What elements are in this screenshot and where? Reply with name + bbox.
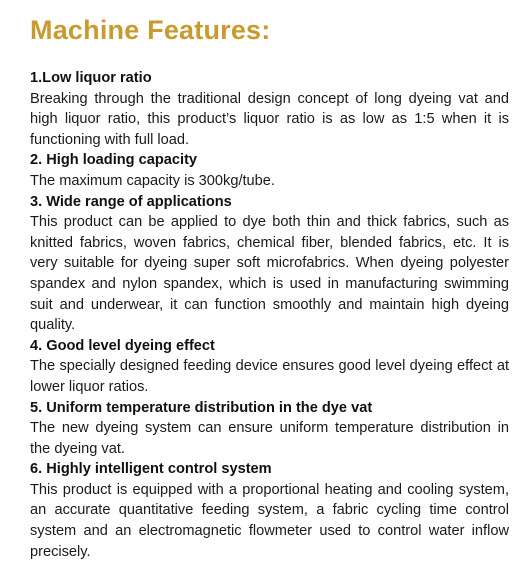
feature-high-loading-capacity <box>30 150 509 191</box>
feature-low-liquor-ratio <box>30 68 509 150</box>
feature-heading: 6. Highly intelligent control system <box>30 461 272 478</box>
feature-heading: 5. Uniform temperature distribution in the dye vat <box>30 399 373 416</box>
feature-heading: 3. Wide range of applications <box>30 193 232 210</box>
feature-heading: 2. High loading capacity <box>30 152 198 169</box>
feature-body: Breaking through the traditional design concept of long dyeing vat and high liquor ratio, this product’s liquor ratio is as low as 1:5 when it is functioning with full load. <box>30 90 509 148</box>
feature-heading: 1.Low liquor ratio <box>30 70 152 86</box>
page-title: Machine Features: <box>30 15 271 45</box>
feature-uniform-temperature <box>30 398 509 460</box>
document-page <box>30 14 509 562</box>
feature-body: This product can be applied to dye both thin and thick fabrics, such as knitted fabrics, woven fabrics, chemical fiber, blended fabrics, etc. It is very suitable for dyeing super soft microfabrics. When dyeing polyester spandex and nylon spandex, which is used in manufacturing swimming suit and underwear, it can function smoothly and maintain high dyeing quality. <box>30 214 509 334</box>
feature-wide-range-applications <box>30 192 509 336</box>
feature-body: The specially designed feeding device ensures good level dyeing effect at lower liquor ratios. <box>30 358 509 395</box>
feature-level-dyeing-effect <box>30 336 509 398</box>
feature-intelligent-control <box>30 459 509 562</box>
feature-body: The maximum capacity is 300kg/tube. <box>30 172 275 189</box>
feature-heading: 4. Good level dyeing effect <box>30 337 215 354</box>
feature-body: The new dyeing system can ensure uniform temperature distribution in the dyeing vat. <box>30 420 509 457</box>
feature-body: This product is equipped with a proportional heating and cooling system, an accurate quantitative feeding system, a fabric cycling time control system and an electromagnetic flowmeter used to control water inflow precisely. <box>30 481 509 560</box>
